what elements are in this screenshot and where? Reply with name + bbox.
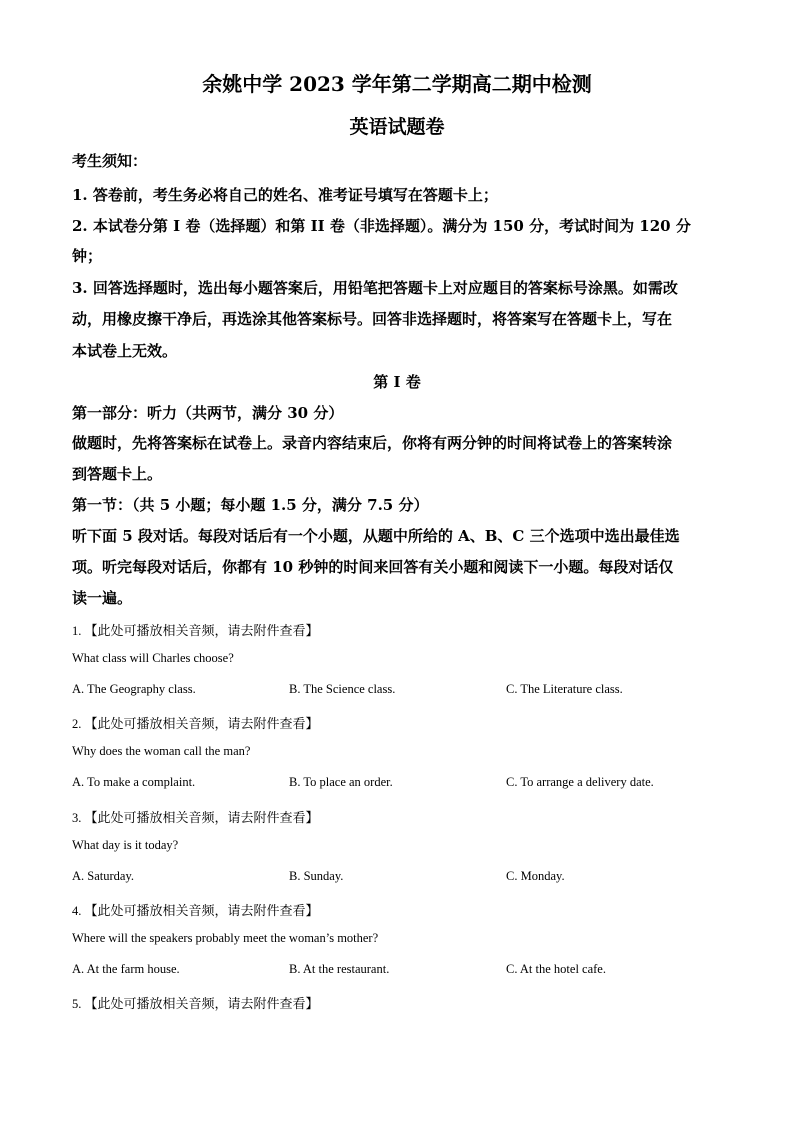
question-3-audio-line bbox=[72, 807, 319, 826]
question-4-option-b: B. At the restaurant. bbox=[289, 962, 390, 976]
part1-instruction-line-2: 到答题卡上。 bbox=[72, 465, 163, 483]
notice-heading: 考生须知： bbox=[72, 152, 148, 170]
question-1-text: What class will Charles choose? bbox=[72, 651, 234, 665]
notice-item-2-line-2: 钟； bbox=[72, 247, 103, 265]
question-1-option-b: B. The Science class. bbox=[289, 682, 396, 696]
audio-placeholder[interactable]: 【此处可播放相关音频，请去附件查看】 bbox=[84, 717, 319, 732]
question-3-option-b: B. Sunday. bbox=[289, 869, 344, 883]
question-2-text: Why does the woman call the man? bbox=[72, 744, 251, 758]
question-4-text: Where will the speakers probably meet the woman’s mother? bbox=[72, 931, 379, 945]
section1-heading: 第一节：（共 5 小题；每小题 1.5 分，满分 7.5 分） bbox=[72, 496, 429, 514]
question-number: 3. bbox=[72, 811, 82, 825]
question-number: 1. bbox=[72, 624, 82, 638]
section1-instruction-line-3: 读一遍。 bbox=[72, 589, 133, 607]
question-3-option-a: A. Saturday. bbox=[72, 869, 135, 883]
question-1-option-a: A. The Geography class. bbox=[72, 682, 196, 696]
part1-instruction-line-1: 做题时，先将答案标在试卷上。录音内容结束后，你将有两分钟的时间将试卷上的答案转涂 bbox=[72, 434, 673, 452]
question-2-option-c: C. To arrange a delivery date. bbox=[506, 775, 654, 789]
question-2-option-a: A. To make a complaint. bbox=[72, 775, 196, 789]
audio-placeholder[interactable]: 【此处可播放相关音频，请去附件查看】 bbox=[84, 904, 319, 919]
notice-item-3-line-1: 3. 回答选择题时，选出每小题答案后，用铅笔把答题卡上对应题目的答案标号涂黑。如需改 bbox=[72, 279, 678, 297]
question-number: 4. bbox=[72, 904, 82, 918]
exam-subtitle: 英语试题卷 bbox=[349, 116, 445, 138]
part1-heading: 第一部分：听力（共两节，满分 30 分） bbox=[72, 404, 344, 422]
section1-instruction-line-1: 听下面 5 段对话。每段对话后有一个小题，从题中所给的 A、B、C 三个选项中选出最佳选 bbox=[72, 527, 680, 545]
question-1-option-c: C. The Literature class. bbox=[506, 682, 623, 696]
question-3-option-c: C. Monday. bbox=[506, 869, 565, 883]
question-2-audio-line bbox=[72, 713, 319, 732]
question-4-option-c: C. At the hotel cafe. bbox=[506, 962, 606, 976]
notice-item-1: 1. 答卷前，考生务必将自己的姓名、准考证号填写在答题卡上； bbox=[72, 186, 498, 204]
exam-title: 余姚中学 2023 学年第二学期高二期中检测 bbox=[202, 72, 592, 96]
notice-item-3-line-3: 本试卷上无效。 bbox=[72, 342, 178, 360]
question-3-text: What day is it today? bbox=[72, 838, 179, 852]
audio-placeholder[interactable]: 【此处可播放相关音频，请去附件查看】 bbox=[84, 997, 319, 1012]
question-5-audio-line bbox=[72, 993, 319, 1012]
question-4-audio-line bbox=[72, 900, 319, 919]
question-1-audio-line bbox=[72, 620, 319, 639]
audio-placeholder[interactable]: 【此处可播放相关音频，请去附件查看】 bbox=[84, 811, 319, 826]
question-4-option-a: A. At the farm house. bbox=[72, 962, 180, 976]
notice-item-2-line-1: 2. 本试卷分第 I 卷（选择题）和第 II 卷（非选择题）。满分为 150 分，考试时间为 120 分 bbox=[72, 217, 691, 235]
question-number: 5. bbox=[72, 997, 82, 1011]
audio-placeholder[interactable]: 【此处可播放相关音频，请去附件查看】 bbox=[84, 624, 319, 639]
volume-heading: 第 I 卷 bbox=[373, 373, 421, 391]
section1-instruction-line-2: 项。听完每段对话后，你都有 10 秒钟的时间来回答有关小题和阅读下一小题。每段对话仅 bbox=[72, 558, 674, 576]
notice-item-3-line-2: 动，用橡皮擦干净后，再选涂其他答案标号。回答非选择题时，将答案写在答题卡上，写在 bbox=[72, 310, 673, 328]
question-2-option-b: B. To place an order. bbox=[289, 775, 393, 789]
question-number: 2. bbox=[72, 717, 82, 731]
